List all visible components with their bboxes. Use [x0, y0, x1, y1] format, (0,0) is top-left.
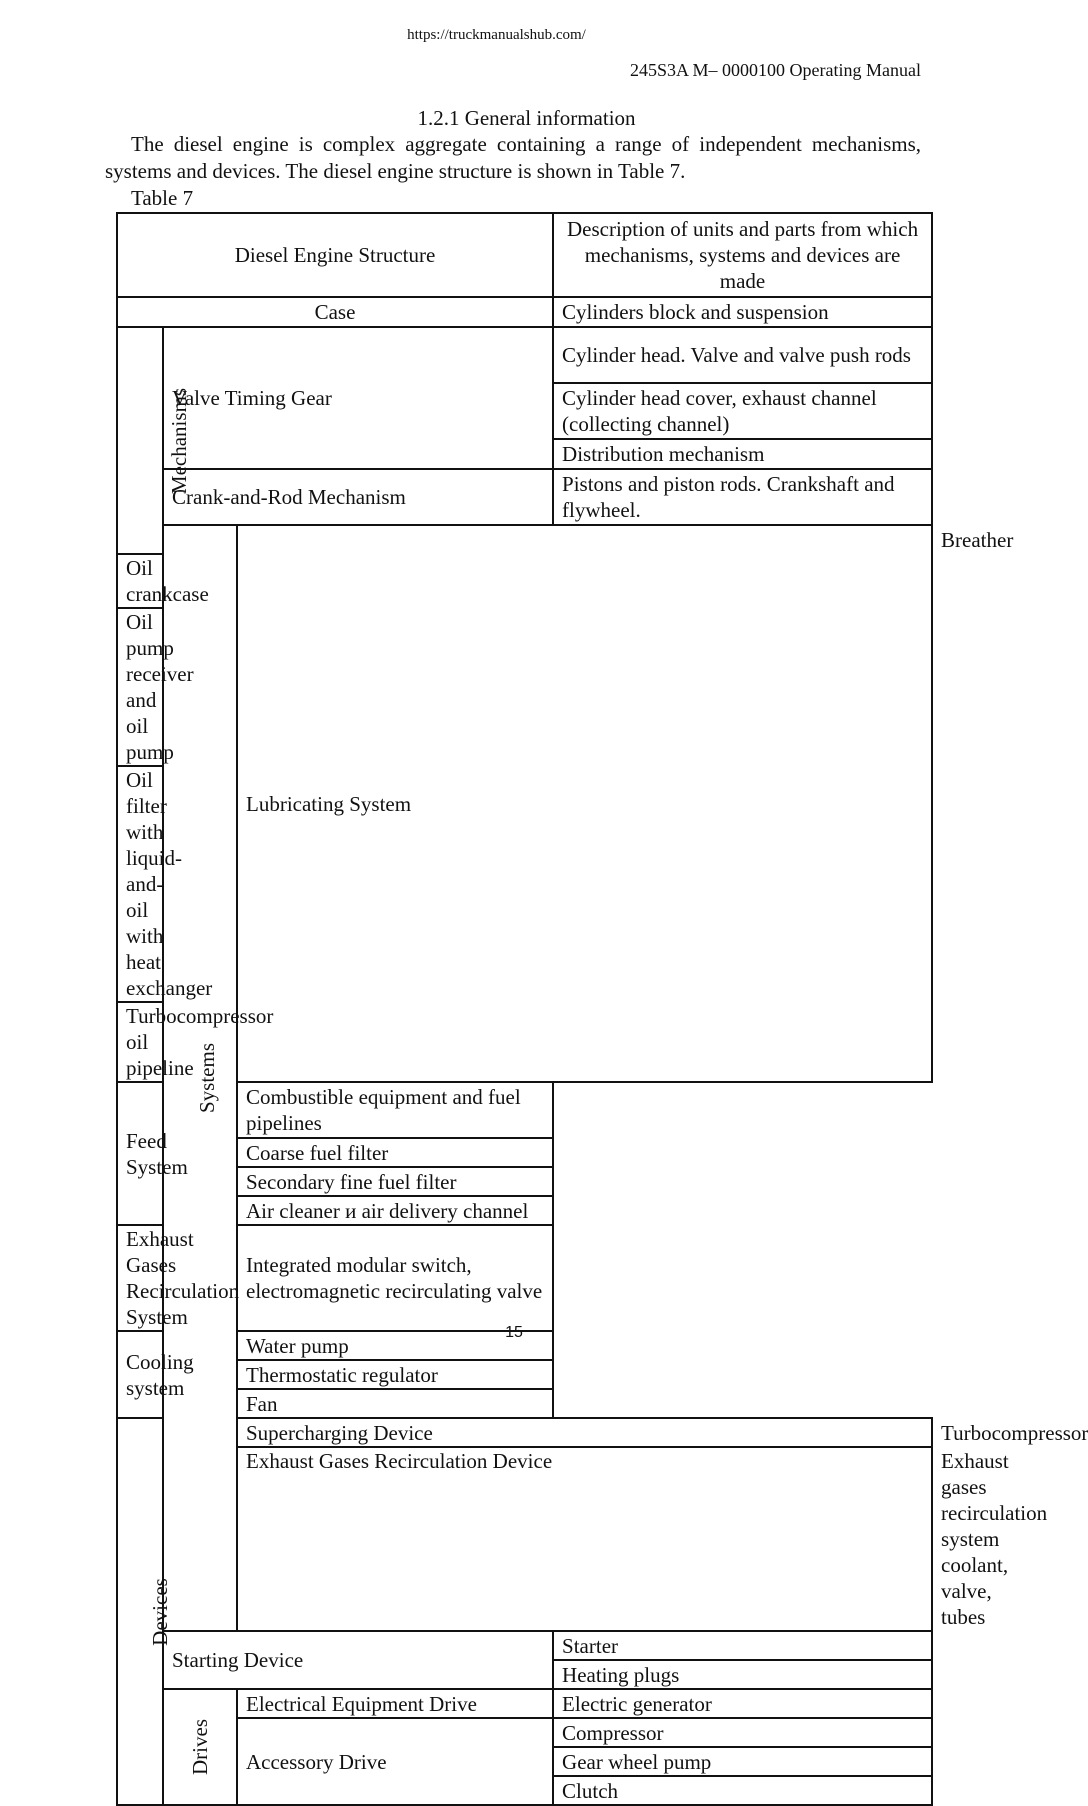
table-row [117, 1689, 932, 1718]
accessory-drive-part: Compressor [553, 1718, 932, 1747]
egr-system-name: Exhaust Gases Recirculation System [117, 1225, 237, 1331]
table-row [117, 1138, 932, 1167]
feed-part: Coarse fuel filter [237, 1138, 553, 1167]
valve-timing-part: Cylinder head. Valve and valve push rods [553, 327, 932, 383]
valve-timing-name: Valve Timing Gear [163, 327, 553, 469]
accessory-drive-part: Clutch [553, 1776, 932, 1805]
lubricating-part: Oil filter with liquid-and-oil with heat exchanger [117, 766, 163, 1002]
lubricating-part: Oil crankcase [117, 554, 163, 608]
case-desc: Cylinders block and suspension [553, 297, 932, 327]
lubricating-part: Turbocompressor oil pipeline [117, 1002, 163, 1082]
table-row [117, 297, 932, 327]
table-row [117, 1225, 932, 1331]
group-devices [117, 1418, 172, 1805]
table-row [117, 469, 932, 525]
lubricating-name: Lubricating System [237, 525, 932, 1082]
table-row [117, 1196, 932, 1225]
table-row: Systems Lubricating System Breather [117, 525, 932, 554]
group-drives-label: Drives [188, 1719, 212, 1775]
group-systems-label: Systems [195, 1042, 220, 1114]
accessory-drive-part: Gear wheel pump [553, 1747, 932, 1776]
case-label: Case [117, 297, 553, 327]
group-mechanisms-label: Mechanisms [167, 387, 192, 494]
electrical-drive-name: Electrical Equipment Drive [237, 1689, 553, 1718]
header-structure: Diesel Engine Structure [117, 213, 553, 297]
table-row [117, 1167, 932, 1196]
crank-rod-name: Crank-and-Rod Mechanism [163, 469, 553, 525]
document-title: 245S3A M– 0000100 Operating Manual [630, 60, 921, 80]
starting-part: Starter [553, 1631, 932, 1660]
table-row [117, 327, 932, 383]
table-row [117, 1718, 932, 1747]
table-row [117, 1389, 932, 1418]
intro-paragraph: The diesel engine is complex aggregate containing a range of independent mechanisms, systems and devices. The diesel engine structure is shown in Table 7. [105, 132, 921, 183]
table-caption: Table 7 [131, 186, 194, 210]
feed-name: Feed System [117, 1082, 237, 1225]
group-mechanisms [117, 327, 192, 554]
cooling-part: Fan [237, 1389, 553, 1418]
table-row: Exhaust Gases Recirculation Device Exhaust gases recirculation system coolant, valve, tubes [117, 1447, 932, 1631]
starting-name: Starting Device [163, 1631, 553, 1689]
header-description: Description of units and parts from which mechanisms, systems and devices are made [553, 213, 932, 297]
group-devices-label: Devices [147, 1577, 172, 1646]
feed-part: Air cleaner и air delivery channel [237, 1196, 553, 1225]
accessory-drive-name: Accessory Drive [237, 1718, 553, 1805]
cooling-part: Water pump [237, 1331, 553, 1360]
group-drives [163, 1689, 237, 1805]
egr-device-name: Exhaust Gases Recirculation Device [237, 1447, 932, 1631]
section-heading: 1.2.1 General information [417, 106, 636, 130]
page-number: 15 [505, 1324, 523, 1341]
table-row [117, 1360, 932, 1389]
crank-rod-part: Pistons and piston rods. Crankshaft and flywheel. [553, 469, 932, 525]
cooling-part: Thermostatic regulator [237, 1360, 553, 1389]
valve-timing-part: Distribution mechanism [553, 439, 932, 469]
feed-part: Secondary fine fuel filter [237, 1167, 553, 1196]
table-row: Devices Supercharging Device Turbocompressor [117, 1418, 932, 1447]
lubricating-part: Oil pump receiver and oil pump [117, 608, 163, 766]
engine-structure-table [116, 212, 1088, 1806]
electrical-drive-part: Electric generator [553, 1689, 932, 1718]
supercharging-name: Supercharging Device [237, 1418, 932, 1447]
feed-part: Combustible equipment and fuel pipelines [237, 1082, 553, 1138]
starting-part: Heating plugs [553, 1660, 932, 1689]
valve-timing-part: Cylinder head cover, exhaust channel (collecting channel) [553, 383, 932, 439]
table-row [117, 1631, 932, 1660]
table-header-row [117, 213, 932, 297]
egr-system-part: Integrated modular switch, electromagnetic recirculating valve [237, 1225, 553, 1331]
source-url: https://truckmanualshub.com/ [407, 27, 586, 43]
cooling-name: Cooling system [117, 1331, 237, 1418]
